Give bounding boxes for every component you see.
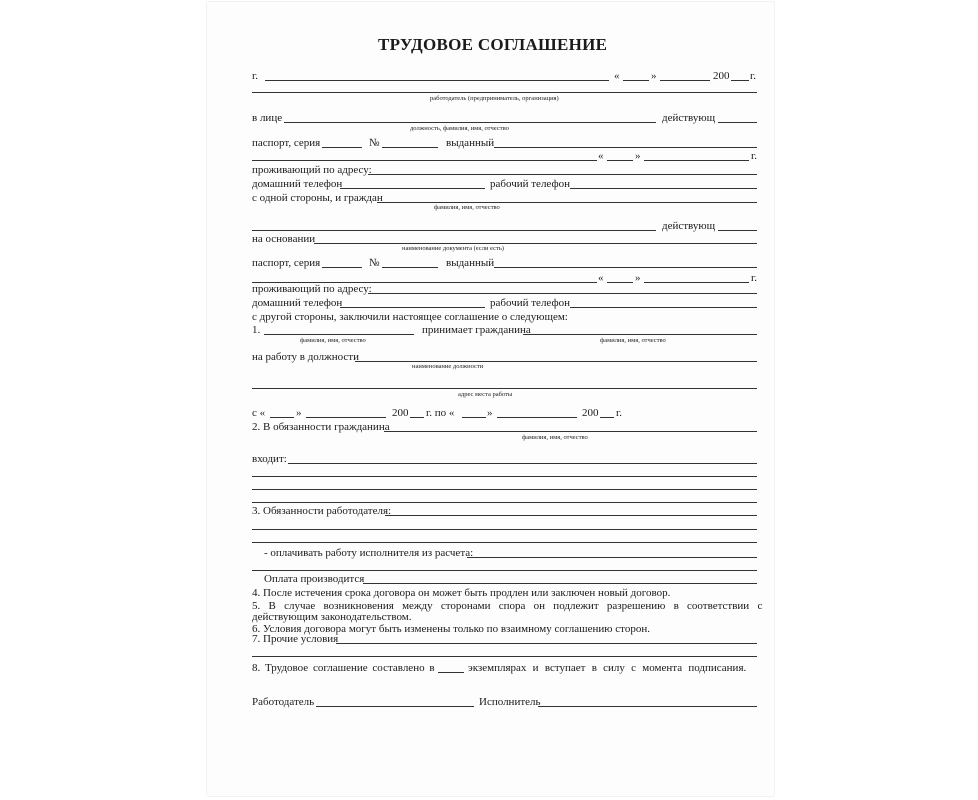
work-address-field[interactable] [252,388,757,389]
quote-close-4: » [296,407,302,419]
label-passport-1: паспорт, серия [252,137,321,149]
to-year-field[interactable] [600,417,614,418]
label-executor-sign: Исполнитель [479,696,541,708]
city-field[interactable] [265,80,609,81]
label-p2: 2. В обязанности гражданина [252,421,390,433]
quote-open-3: « [598,272,604,284]
to-year-prefix: 200 [582,407,599,419]
passport-issued-1[interactable] [494,147,757,148]
passport-issued-2[interactable] [494,267,757,268]
pay-rate-field[interactable] [467,557,757,558]
quote-close-5: » [487,407,493,419]
label-p5a: 5. В случае возникновения между сторонами спора он подлежит разрешению в соответствии с [252,600,763,612]
employer-signature-field[interactable] [316,706,474,707]
address-field-2[interactable] [368,293,757,294]
year-field[interactable] [731,80,749,81]
label-number-1: № [369,137,380,149]
label-issued-1: выданный [446,137,495,149]
payment-field[interactable] [363,583,757,584]
from-month-field[interactable] [306,417,386,418]
deystvuyush-suffix-2[interactable] [718,230,757,231]
passport-number-1[interactable] [382,147,438,148]
copies-count-field[interactable] [438,672,464,673]
label-p7: 7. Прочие условия [252,633,339,645]
employer-field[interactable] [252,92,757,93]
label-home-phone-1: домашний телефон [252,178,343,190]
label-deystvuyush-2: действующ [662,220,716,232]
year-suffix-2: г. [751,150,758,162]
city-label: г. [252,70,259,82]
label-p8b: экземплярах и вступает в силу с момента подписания. [468,662,747,674]
label-passport-2: паспорт, серия [252,257,321,269]
quote-open-2: « [598,150,604,162]
other-terms-line-2[interactable] [252,656,757,657]
caption-work-address: адрес места работы [458,391,513,398]
address-field-1[interactable] [368,174,757,175]
label-work-phone-2: рабочий телефон [490,297,570,309]
quote-open: « [614,70,620,82]
citizen-cont-field[interactable] [252,230,656,231]
caption-fio-2: фамилия, имя, отчество [300,337,366,344]
label-home-phone-2: домашний телефон [252,297,343,309]
issued-month-1[interactable] [644,160,749,161]
caption-fio-3: фамилия, имя, отчество [600,337,666,344]
duties-line-4[interactable] [252,502,757,503]
label-includes: входит: [252,453,287,465]
label-accepts: принимает гражданина [422,324,531,336]
citizen-field[interactable] [377,202,757,203]
passport-issued-cont-1[interactable] [252,160,597,161]
issued-month-2[interactable] [644,282,749,283]
p2-citizen-field[interactable] [384,431,757,432]
employer-duties-line-1[interactable] [385,515,757,516]
caption-doc-name: наименование документа (если есть) [402,245,504,252]
duties-line-3[interactable] [252,489,757,490]
passport-number-2[interactable] [382,267,438,268]
label-deystvuyush-1: действующ [662,112,716,124]
to-day-field[interactable] [462,417,486,418]
pay-rate-line-2[interactable] [252,570,757,571]
deystvuyush-suffix-1[interactable] [718,122,757,123]
label-p4: 4. После истечения срока договора он может быть продлен или заключен новый договор. [252,587,671,599]
label-work-phone-1: рабочий телефон [490,178,570,190]
work-phone-field-1[interactable] [570,188,757,189]
label-basis: на основании [252,233,316,245]
label-pay: - оплачивать работу исполнителя из расчета: [264,547,474,559]
year-suffix-3: г. [751,272,758,284]
job-position-field[interactable] [355,361,757,362]
employee-fio-field[interactable] [523,334,757,335]
label-v-litse: в лице [252,112,283,124]
quote-close-2: » [635,150,641,162]
label-employer-sign: Работодатель [252,696,315,708]
to-year-suffix: г. [616,407,623,419]
caption-fio-1: фамилия, имя, отчество [434,204,500,211]
label-payment: Оплата производится [264,573,365,585]
from-year-field[interactable] [410,417,424,418]
other-terms-line-1[interactable] [336,643,757,644]
quote-close-3: » [635,272,641,284]
issued-day-2[interactable] [607,282,633,283]
employer-duties-line-2[interactable] [252,529,757,530]
employer-fio-field[interactable] [264,334,414,335]
label-p6: 6. Условия договора могут быть изменены только по взаимному соглашению сторон. [252,623,650,635]
label-other-side: с другой стороны, заключили настоящее соглашение о следующем: [252,311,568,323]
label-job-position: на работу в должности [252,351,359,363]
label-residing-1: проживающий по адресу: [252,164,372,176]
basis-field[interactable] [314,243,757,244]
caption-post-name: наименование должности [412,363,484,370]
label-p1: 1. [252,324,261,336]
to-month-field[interactable] [497,417,577,418]
document-title: ТРУДОВОЕ СОГЛАШЕНИЕ [378,35,608,54]
representative-field[interactable] [284,122,656,123]
day-field[interactable] [623,80,649,81]
from-year-prefix: 200 [392,407,409,419]
caption-employer: работодатель (предприниматель, организация) [430,95,559,102]
passport-series-1[interactable] [322,147,362,148]
caption-fio-4: фамилия, имя, отчество [522,434,588,441]
label-residing-2: проживающий по адресу: [252,283,372,295]
duties-line-1[interactable] [288,463,757,464]
year-prefix: 200 [713,70,730,82]
duties-line-2[interactable] [252,476,757,477]
quote-close: » [651,70,657,82]
home-phone-field-2[interactable] [340,307,485,308]
label-p5b: действующим законодательством. [252,611,412,623]
passport-series-2[interactable] [322,267,362,268]
from-day-field[interactable] [270,417,294,418]
label-number-2: № [369,257,380,269]
executor-signature-field[interactable] [538,706,757,707]
caption-position-name: должность, фамилия, имя, отчество [410,125,509,132]
label-p8a: 8. Трудовое соглашение составлено в [252,662,435,674]
year-suffix: г. [750,70,757,82]
label-one-side: с одной стороны, и граждан [252,192,383,204]
label-period-from: с « [252,407,266,419]
work-phone-field-2[interactable] [570,307,757,308]
employer-duties-line-3[interactable] [252,542,757,543]
home-phone-field-1[interactable] [340,188,485,189]
label-period-to: г. по « [426,407,455,419]
label-issued-2: выданный [446,257,495,269]
issued-day-1[interactable] [607,160,633,161]
month-field[interactable] [660,80,710,81]
label-p3: 3. Обязанности работодателя: [252,505,392,517]
